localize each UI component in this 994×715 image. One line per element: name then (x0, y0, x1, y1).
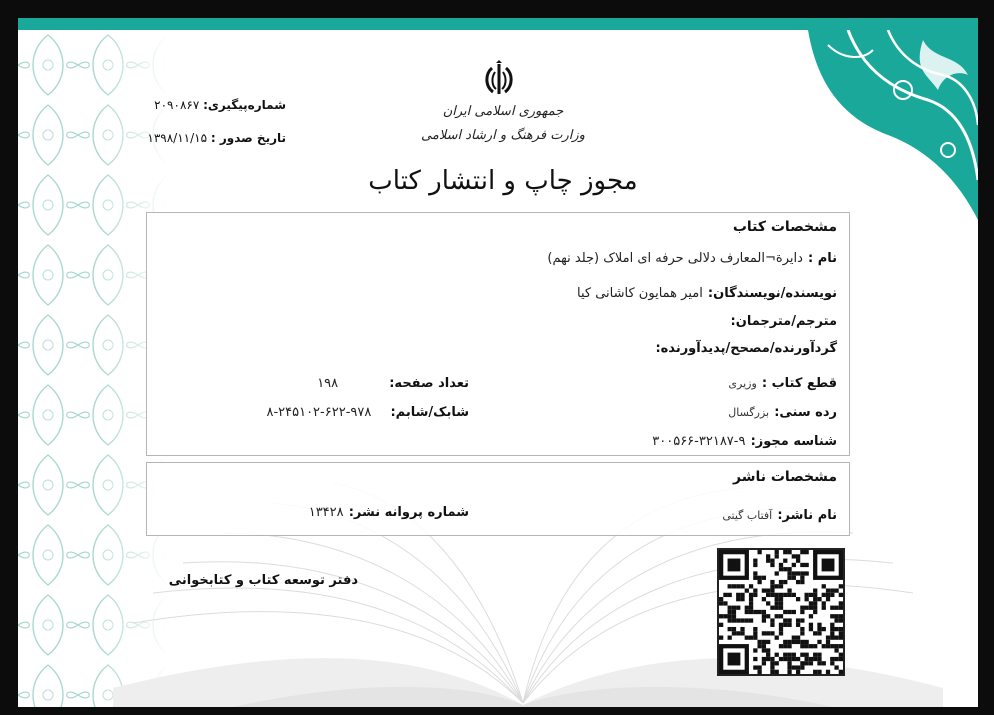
page-count-value: ۱۹۸ (317, 376, 339, 391)
publisher-details-panel (146, 462, 850, 536)
age-group-label: رده سنی: (774, 405, 837, 420)
translator-label: مترجم/مترجمان: (730, 314, 837, 329)
book-name-value: دایرة¬المعارف دلالی حرفه ای املاک (جلد نهم) (547, 251, 803, 266)
compiler-label: گردآورنده/مصحح/پدیدآورنده: (655, 341, 837, 356)
license-certificate (18, 18, 978, 707)
format-row (728, 372, 837, 391)
page-title: مجوز چاپ و انتشار کتاب (368, 166, 638, 196)
author-label: نویسنده/نویسندگان: (707, 286, 837, 301)
issue-date-row (128, 131, 286, 145)
age-group-value: بزرگسال (728, 406, 770, 419)
tracking-number-label: شماره‌پیگیری: (203, 98, 286, 112)
age-group-row (728, 401, 837, 420)
qr-code-icon[interactable] (717, 548, 845, 676)
license-id-row (652, 430, 837, 449)
book-section-title: مشخصات کتاب (732, 219, 837, 235)
format-value: وزیری (728, 377, 757, 390)
book-name-label: نام : (807, 251, 837, 266)
license-id-label: شناسه مجوز: (750, 434, 837, 449)
publishing-permit-label: شماره پروانه نشر: (348, 505, 469, 520)
author-row (577, 282, 837, 301)
top-accent-bar (18, 18, 978, 30)
publisher-name-value: آفتاب گیتی (722, 509, 773, 522)
tracking-number-value: ۲۰۹۰۸۶۷ (154, 98, 200, 112)
publisher-name-label: نام ناشر: (777, 508, 837, 523)
publisher-section-title: مشخصات ناشر (733, 469, 837, 485)
issue-date-value: ۱۳۹۸/۱۱/۱۵ (147, 131, 208, 145)
book-name-row (547, 247, 837, 266)
country-name: جمهوری اسلامی ایران (442, 104, 564, 119)
isbn-label: شابک/شابم: (390, 405, 469, 420)
isbn-value: ۹۷۸-۶۲۲-۲۴۵۱۰۲-۸ (266, 405, 372, 420)
issuing-office: دفتر توسعه کتاب و کتابخوانی (168, 573, 358, 588)
tracking-number-row (138, 98, 286, 112)
ministry-name: وزارت فرهنگ و ارشاد اسلامی (421, 128, 585, 143)
publishing-permit-value: ۱۳۴۲۸ (308, 505, 344, 520)
publisher-name-row (722, 504, 837, 523)
author-value: امیر همایون کاشانی کیا (577, 286, 703, 301)
license-id-value: ۹-۳۲۱۸۷-۳۰۰۵۶۶ (652, 434, 746, 449)
format-label: قطع کتاب : (761, 376, 837, 391)
page-count-label: تعداد صفحه: (389, 376, 469, 391)
issue-date-label: تاریخ صدور : (210, 131, 286, 145)
page-count-row (317, 372, 469, 391)
isbn-row (266, 401, 469, 420)
book-details-panel (146, 212, 850, 456)
publishing-permit-row (309, 501, 469, 520)
iran-emblem-icon (480, 60, 518, 98)
corner-ornament-icon (808, 30, 978, 220)
